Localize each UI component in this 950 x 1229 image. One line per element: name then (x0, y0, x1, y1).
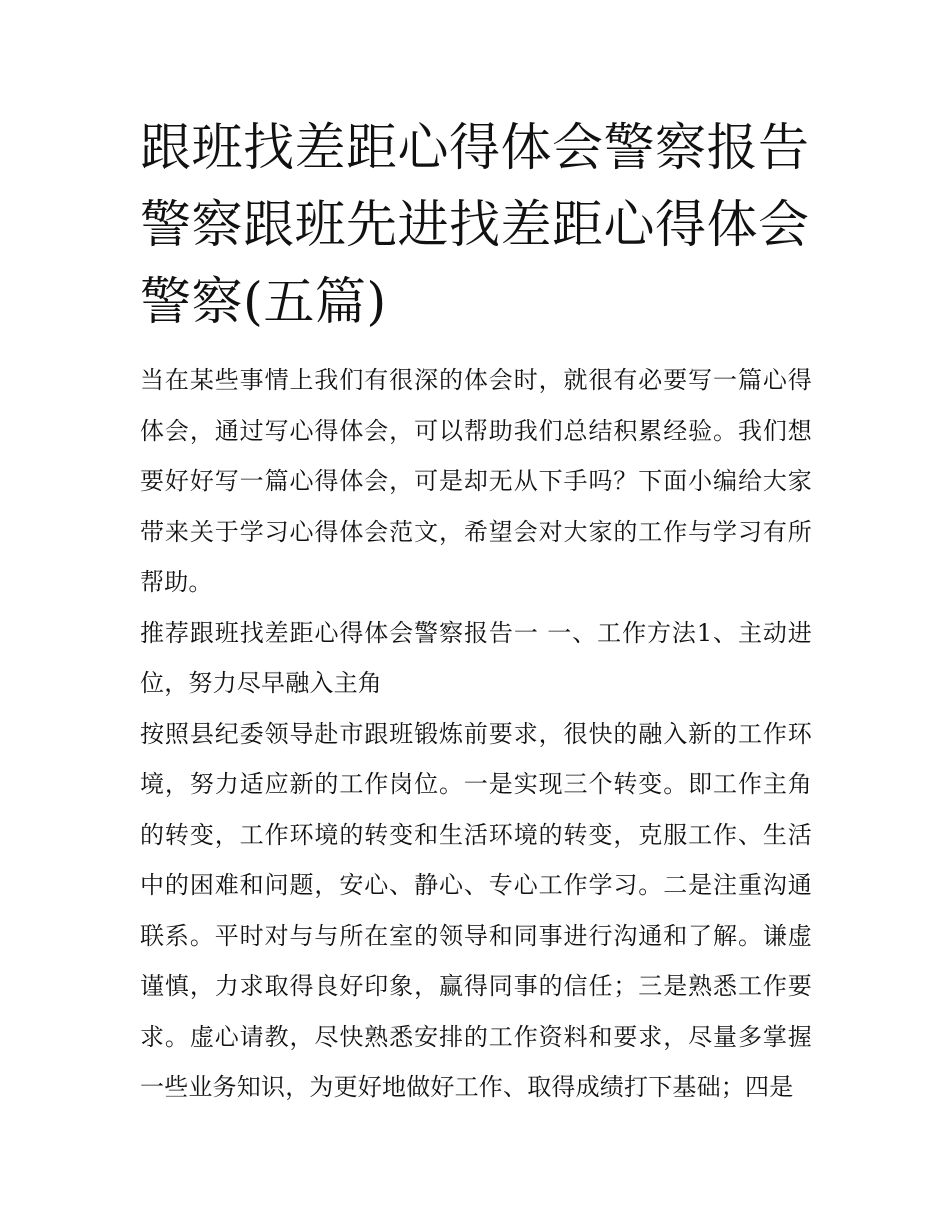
document-body (140, 355, 812, 1113)
paragraph-intro: 当在某些事情上我们有很深的体会时，就很有必要写一篇心得体会，通过写心得体会，可以帮助我们总结积累经验。我们想要好好写一篇心得体会，可是却无从下手吗？下面小编给大家带来关于学习心得体会范文，希望会对大家的工作与学习有所帮助。 (140, 366, 812, 596)
document-title: 跟班找差距心得体会警察报告警察跟班先进找差距心得体会警察(五篇) (140, 119, 810, 332)
paragraph-section-heading: 推荐跟班找差距心得体会警察报告一 一、工作方法1、主动进位，努力尽早融入主角 (140, 618, 812, 697)
paragraph-work-method: 按照县纪委领导赴市跟班锻炼前要求，很快的融入新的工作环境，努力适应新的工作岗位。一是实现三个转变。即工作主角的转变，工作环境的转变和生活环境的转变，克服工作、生活中的困难和问题，安心、静心、专心工作学习。二是注重沟通联系。平时对与与所在室的领导和同事进行沟通和了解。谦虚谨慎，力求取得良好印象，赢得同事的信任；三是熟悉工作要求。虚心请教，尽快熟悉安排的工作资料和要求，尽量多掌握一些业务知识，为更好地做好工作、取得成绩打下基础；四是 (140, 719, 812, 1101)
